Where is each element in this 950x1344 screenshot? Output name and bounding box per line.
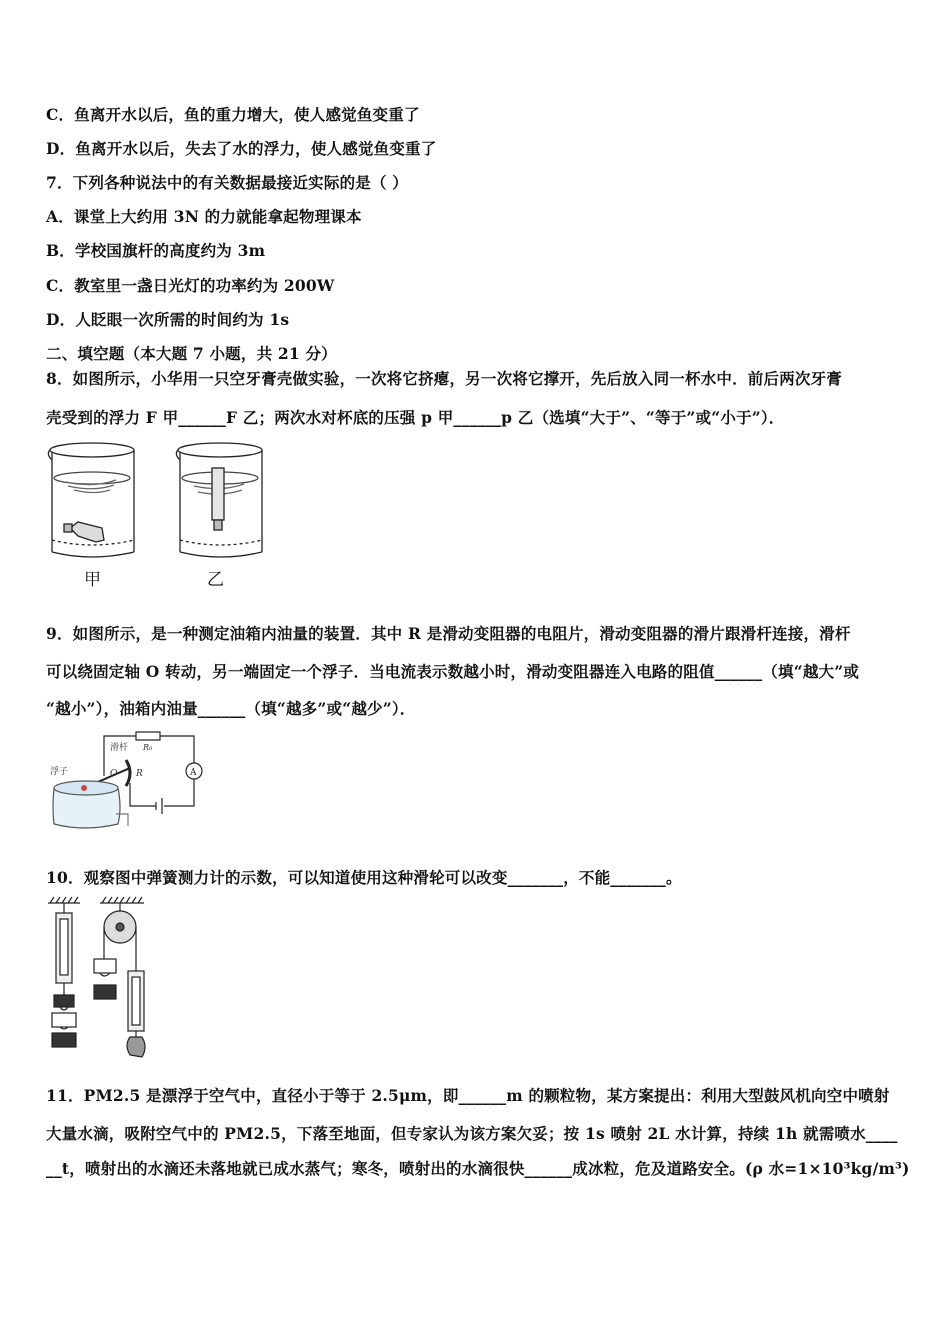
r0-label: R₀	[143, 743, 153, 752]
q11-line-3: __t，喷射出的水滴还未落地就已成水蒸气；寒冬，喷射出的水滴很快______成冰粒，危及道路安全。(ρ 水=1×10³kg/m³)	[46, 1159, 910, 1178]
resistor-r-arc	[126, 760, 130, 786]
q6-option-d: D．鱼离开水以后，失去了水的浮力，使人感觉鱼变重了	[46, 139, 437, 158]
q8-line-1: 8．如图所示，小华用一只空牙膏壳做实验，一次将它挤瘪，另一次将它撑开，先后放入同一杯水中．前后两次牙膏	[46, 369, 842, 388]
q11-line-2: 大量水滴，吸附空气中的 PM2.5，下落至地面，但专家认为该方案欠妥；按 1s 喷射 2L 水计算，持续 1h 就需喷水____	[46, 1124, 898, 1143]
q7-stem: 7．下列各种说法中的有关数据最接近实际的是（ ）	[46, 173, 408, 192]
ammeter-label: A	[190, 768, 197, 778]
q10-line-1: 10．观察图中弹簧测力计的示数，可以知道使用这种滑轮可以改变_______，不能_______。	[46, 868, 682, 887]
weights-right	[94, 959, 116, 999]
pivot-o-label: O	[110, 769, 118, 779]
spring-scale-left	[56, 903, 72, 995]
beaker-a	[48, 443, 134, 557]
expanded-tube	[212, 468, 224, 530]
q8-label-b: 乙	[207, 570, 224, 590]
q8-line-2: 壳受到的浮力 F 甲______F 乙；两次水对杯底的压强 p 甲______p 乙（选填“大于”、“等于”或“小于”）．	[46, 408, 785, 427]
q9-fuel-gauge-figure	[44, 728, 209, 833]
q8-beakers-figure	[44, 440, 274, 565]
hand-icon	[127, 1037, 145, 1057]
q9-line-1: 9．如图所示，是一种测定油箱内油量的装置．其中 R 是滑动变阻器的电阻片，滑动变阻器的滑片跟滑杆连接，滑杆	[46, 624, 851, 643]
q8-label-a: 甲	[84, 570, 101, 590]
fixed-pulley	[104, 903, 136, 943]
float-icon	[81, 785, 87, 791]
circuit-wire-right	[164, 779, 194, 806]
q7-option-b: B．学校国旗杆的高度约为 3m	[46, 241, 266, 260]
q6-option-c: C．鱼离开水以后，鱼的重力增大，使人感觉鱼变重了	[46, 105, 420, 124]
resistor-r0	[136, 732, 160, 740]
q9-line-2: 可以绕固定轴 O 转动，另一端固定一个浮子．当电流表示数越小时，滑动变阻器连入电路的阻值______（填“越大”或	[46, 662, 860, 681]
circuit-wire-bottom	[130, 783, 156, 806]
q11-line-1: 11．PM2.5 是漂浮于空气中，直径小于等于 2.5μm，即______m 的颗粒物，某方案提出：利用大型鼓风机向空中喷射	[46, 1086, 890, 1105]
float-label: 浮子	[50, 767, 69, 777]
q7-option-d: D．人眨眼一次所需的时间约为 1s	[46, 310, 290, 329]
q9-line-3: “越小”），油箱内油量______（填“越多”或“越少”）．	[46, 699, 416, 718]
beaker-b	[176, 443, 262, 557]
q7-option-a: A．课堂上大约用 3N 的力就能拿起物理课本	[46, 207, 362, 226]
squeezed-tube	[64, 522, 104, 542]
q7-option-c: C．教室里一盏日光灯的功率约为 200W	[46, 276, 335, 295]
q10-pulley-figure	[44, 895, 164, 1060]
spring-scale-right	[128, 971, 144, 1037]
rod-label: 滑杆	[110, 743, 129, 753]
section-title: 二、填空题（本大题 7 小题，共 21 分）	[46, 344, 337, 363]
ceiling-hatch-right	[100, 897, 144, 903]
weights-left	[52, 995, 76, 1047]
r-label: R	[136, 769, 143, 779]
circuit-wire-top	[104, 736, 194, 776]
ceiling-hatch-left	[48, 897, 80, 903]
